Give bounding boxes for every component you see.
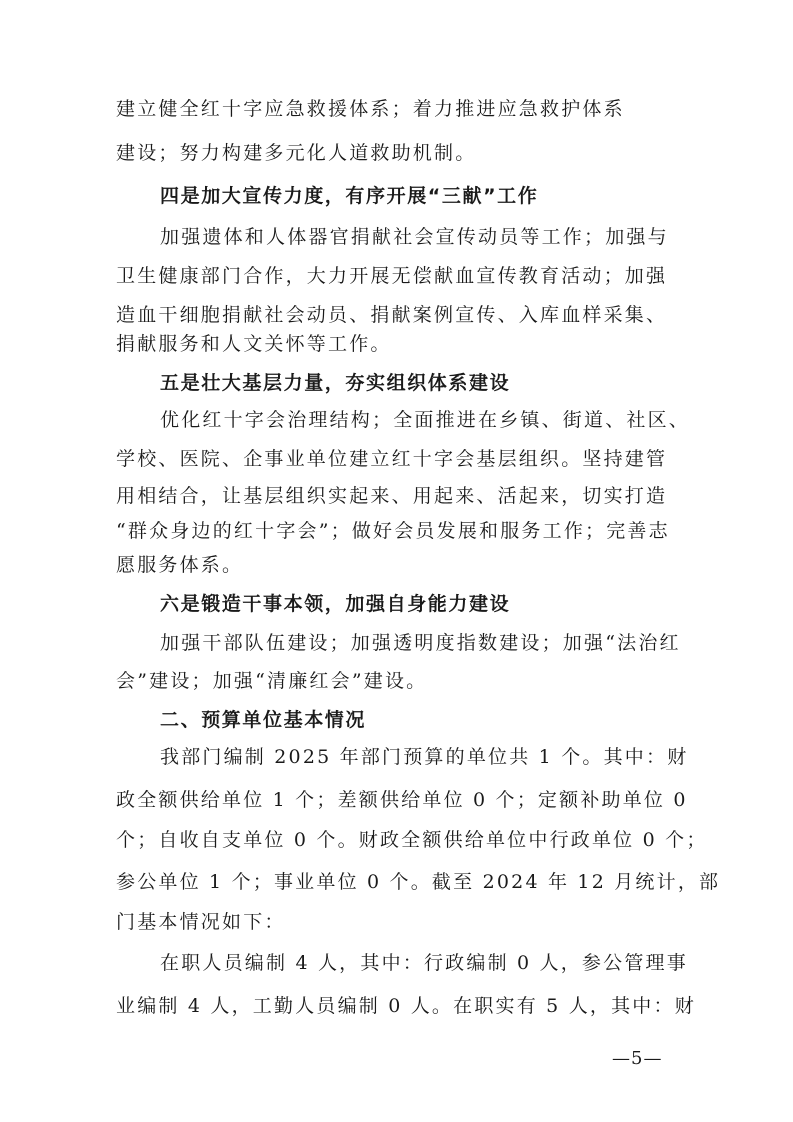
paragraph-line: 加强干部队伍建设；加强透明度指数建设；加强“法治红 <box>160 632 681 654</box>
paragraph-line: 个；自收自支单位 0 个。财政全额供给单位中行政单位 0 个； <box>116 829 708 851</box>
paragraph-line: 建设；努力构建多元化人道救助机制。 <box>116 142 477 164</box>
paragraph-line: 业编制 4 人，工勤人员编制 0 人。在职实有 5 人，其中：财 <box>116 995 696 1017</box>
paragraph-line: 加强遗体和人体器官捐献社会宣传动员等工作；加强与 <box>160 226 669 248</box>
subsection-heading: 六是锻造干事本领，加强自身能力建设 <box>160 593 511 615</box>
paragraph-line: 会”建设；加强“清廉红会”建设。 <box>116 670 428 692</box>
section-heading: 二、预算单位基本情况 <box>160 709 367 731</box>
paragraph-line: 学校、医院、企事业单位建立红十字会基层组织。坚持建管 <box>116 448 668 470</box>
subsection-heading: 四是加大宣传力度，有序开展“三献”工作 <box>160 185 539 207</box>
paragraph-line: 政全额供给单位 1 个；差额供给单位 0 个；定额补助单位 0 <box>116 789 688 811</box>
paragraph-line: 在职人员编制 4 人，其中：行政编制 0 人，参公管理事 <box>160 952 688 974</box>
paragraph-line: 我部门编制 2025 年部门预算的单位共 1 个。其中：财 <box>160 746 689 768</box>
paragraph-line: “群众身边的红十字会”；做好会员发展和服务工作；完善志 <box>116 520 670 542</box>
paragraph-line: 建立健全红十字应急救援体系；着力推进应急救护体系 <box>116 98 625 120</box>
paragraph-line: 捐献服务和人文关怀等工作。 <box>116 333 392 355</box>
paragraph-line: 用相结合，让基层组织实起来、用起来、活起来，切实打造 <box>116 485 668 507</box>
subsection-heading: 五是壮大基层力量，夯实组织体系建设 <box>160 372 511 394</box>
paragraph-line: 门基本情况如下： <box>116 911 286 933</box>
paragraph-line: 愿服务体系。 <box>116 554 244 576</box>
paragraph-line: 造血干细胞捐献社会动员、捐献案例宣传、入库血样采集、 <box>116 304 668 326</box>
paragraph-line: 参公单位 1 个；事业单位 0 个。截至 2024 年 12 月统计，部 <box>116 871 721 893</box>
paragraph-line: 优化红十字会治理结构；全面推进在乡镇、街道、社区、 <box>160 409 691 431</box>
page-number: —5— <box>612 1048 663 1069</box>
paragraph-line: 卫生健康部门合作，大力开展无偿献血宣传教育活动；加强 <box>116 265 668 287</box>
